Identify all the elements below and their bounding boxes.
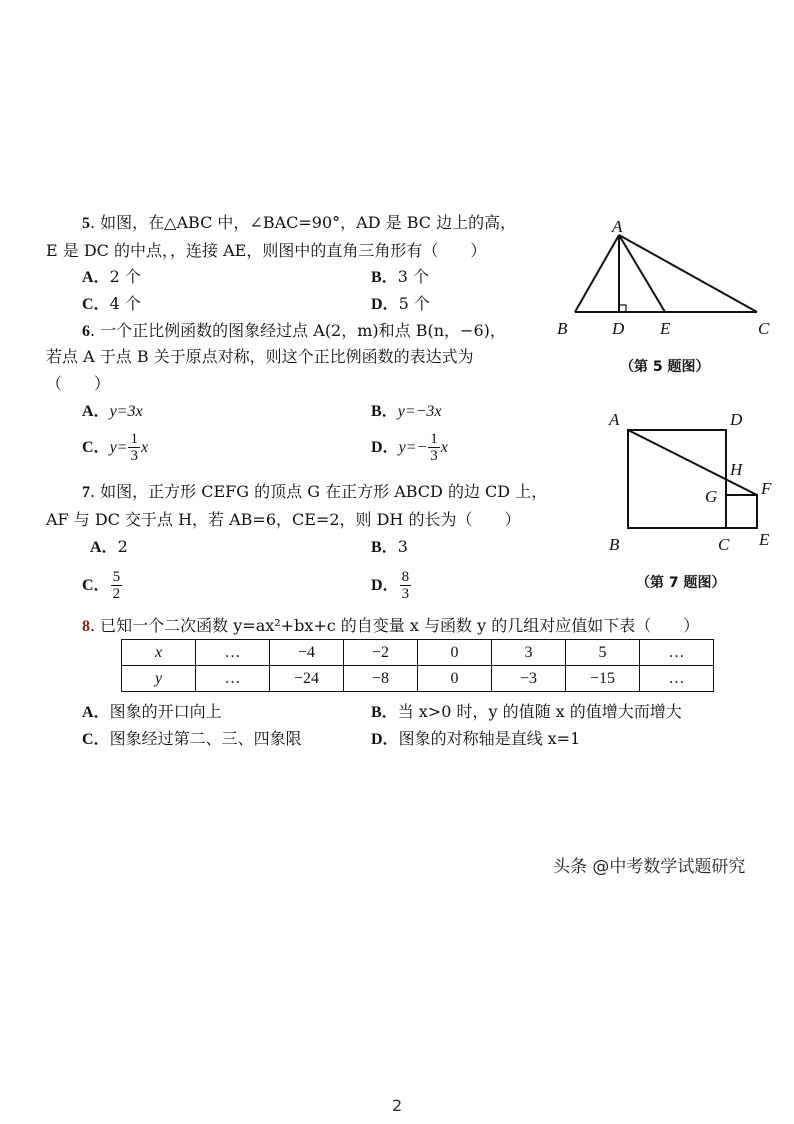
q5-number: 5 xyxy=(82,215,90,232)
label-c: C xyxy=(718,535,730,554)
label-h: H xyxy=(730,460,743,479)
label-d: D xyxy=(730,410,743,429)
fraction: $\frac{8}{3}$ xyxy=(401,569,410,602)
fraction: $\frac{1}{3}$ xyxy=(130,431,138,464)
q7-option-b[interactable]: B．3 xyxy=(371,537,408,556)
q7-line2: AF 与 DC 交于点 H，若 AB=6，CE=2，则 DH 的长为（ ） xyxy=(46,510,521,529)
table-cell: −2 xyxy=(344,640,418,666)
q5-option-a[interactable]: A．2 个 xyxy=(82,267,141,286)
table-cell: … xyxy=(640,640,714,666)
table-cell: … xyxy=(640,666,714,692)
q8-number: 8 xyxy=(82,618,90,635)
square-cefg xyxy=(726,495,757,528)
table-cell: −4 xyxy=(270,640,344,666)
q5-line2: E 是 DC 的中点，，连接 AE，则图中的直角三角形有（ ） xyxy=(46,241,487,260)
table-cell: x xyxy=(122,640,196,666)
fraction: $\frac{5}{2}$ xyxy=(112,569,121,602)
square-abcd xyxy=(628,430,726,528)
q7-option-d[interactable]: D． $\frac{8}{3}$ xyxy=(371,569,410,602)
q6-number: 6 xyxy=(82,323,90,340)
label-c: C xyxy=(758,319,770,338)
table-cell: … xyxy=(196,640,270,666)
q6-option-c[interactable]: C．y= $\frac{1}{3}$ x xyxy=(82,431,149,464)
table-cell: y xyxy=(122,666,196,692)
segment-ab xyxy=(575,235,619,312)
q6-stem-1: . 一个正比例函数的图象经过点 A(2，m)和点 B(n，−6)， xyxy=(90,321,506,340)
page-number: 2 xyxy=(392,1096,403,1115)
q6-option-a[interactable]: A．y=3x xyxy=(82,403,143,420)
table-cell: … xyxy=(196,666,270,692)
table-cell: −8 xyxy=(344,666,418,692)
table-cell: 5 xyxy=(566,640,640,666)
q6-line2: 若点 A 于点 B 关于原点对称，则这个正比例函数的表达式为 xyxy=(46,347,474,366)
table-cell: 3 xyxy=(492,640,566,666)
q6-option-b[interactable]: B．y=−3x xyxy=(371,403,442,420)
q8-option-a[interactable]: A．图象的开口向上 xyxy=(82,702,222,721)
q8-option-c[interactable]: C．图象经过第二、三、四象限 xyxy=(82,729,302,748)
q7-stem-1: . 如图，正方形 CEFG 的顶点 G 在正方形 ABCD 的边 CD 上， xyxy=(90,482,548,501)
table-cell: 0 xyxy=(418,666,492,692)
q5-option-d[interactable]: D．5 个 xyxy=(371,294,430,313)
label-a: A xyxy=(609,410,620,429)
q8-option-b[interactable]: B．当 x>0 时，y 的值随 x 的值增大而增大 xyxy=(371,702,682,721)
segment-ac xyxy=(619,235,757,312)
q5-stem-1: . 如图，在△ABC 中，∠BAC=90°，AD 是 BC 边上的高， xyxy=(90,213,517,232)
q7-option-a[interactable]: A．2 xyxy=(90,537,128,556)
watermark: 头条 @中考数学试题研究 xyxy=(553,857,746,877)
q6-line3: （ ） xyxy=(46,374,111,393)
q7-option-c[interactable]: C． $\frac{5}{2}$ xyxy=(82,569,121,602)
table-cell: −24 xyxy=(270,666,344,692)
table-cell: 0 xyxy=(418,640,492,666)
label-f: F xyxy=(761,479,772,498)
q8-stem-1: . 已知一个二次函数 y=ax²+bx+c 的自变量 x 与函数 y 的几组对应值如下表（ ） xyxy=(90,616,700,635)
label-b: B xyxy=(609,535,620,554)
table-cell: −15 xyxy=(566,666,640,692)
q5-option-b[interactable]: B．3 个 xyxy=(371,267,429,286)
fraction: $\frac{1}{3}$ xyxy=(430,431,438,464)
right-angle-mark xyxy=(619,305,626,312)
q7-number: 7 xyxy=(82,484,90,501)
q8-option-d[interactable]: D．图象的对称轴是直线 x=1 xyxy=(371,729,581,748)
label-a: A xyxy=(612,217,623,236)
label-b: B xyxy=(557,319,568,338)
q5-option-c[interactable]: C．4 个 xyxy=(82,294,141,313)
label-g: G xyxy=(705,487,718,506)
label-e: E xyxy=(660,319,671,338)
table-cell: −3 xyxy=(492,666,566,692)
figure-5-caption: （第 5 题图） xyxy=(620,359,710,375)
figure-7-caption: （第 7 题图） xyxy=(636,575,726,591)
q6-option-d[interactable]: D．y=− $\frac{1}{3}$ x xyxy=(371,431,448,464)
segment-ae xyxy=(619,235,665,312)
label-d: D xyxy=(612,319,625,338)
label-e: E xyxy=(759,530,770,549)
